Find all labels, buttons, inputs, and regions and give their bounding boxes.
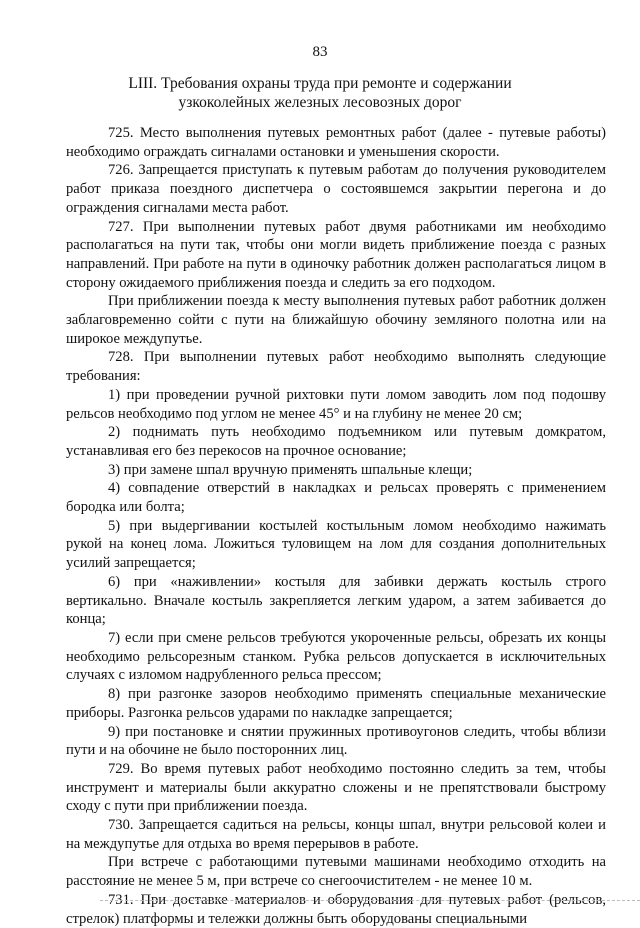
paragraph-731: 731. При доставке материалов и оборудования для путевых работ (рельсов, стрелок) платформы и тележки должны быть оборудованы специальными — [66, 891, 606, 927]
paragraph-726: 726. Запрещается приступать к путевым работам до получения руководителем работ приказа поездного диспетчера о состоявшемся закрытии перегона и до ограждения сигналами места работ. — [66, 162, 606, 216]
paragraph-727-cont: При приближении поезда к месту выполнения путевых работ работник должен заблаговременно сойти с пути на ближайшую обочину земляного полотна или на широкое междупутье. — [66, 293, 606, 347]
document-body — [66, 124, 606, 928]
page-number: 83 — [312, 44, 328, 60]
page-bottom-divider — [100, 900, 640, 901]
list-item-5: 5) при выдергивании костылей костыльным ломом необходимо нажимать рукой на конец лома. Ложиться туловищем на лом для создания дополнительных усилий запрещается; — [66, 517, 606, 572]
list-item-3: 3) при замене шпал вручную применять шпальные клещи; — [108, 461, 473, 478]
list-item-7: 7) если при смене рельсов требуются укороченные рельсы, обрезать их концы необходимо рельсорезным станком. Рубка рельсов допускается в исключительных случаях с изломом надрубленного рельса прессом; — [66, 629, 606, 684]
section-title — [60, 74, 580, 112]
list-item-8: 8) при разгонке зазоров необходимо применять специальные механические приборы. Разгонка рельсов ударами по накладке запрещается; — [66, 686, 606, 721]
paragraph-725: 725. Место выполнения путевых ремонтных работ (далее - путевые работы) необходимо ограждать сигналами остановки и уменьшения скорости. — [66, 125, 606, 160]
list-item-2: 2) поднимать путь необходимо подъемником или путевым домкратом, устанавливая его без перекосов на прочное основание; — [66, 424, 606, 459]
list-item-4: 4) совпадение отверстий в накладках и рельсах проверять с применением бородка или болта; — [66, 480, 606, 516]
section-title-line-1: LIII. Требования охраны труда при ремонте и содержании — [128, 75, 512, 92]
list-item-1: 1) при проведении ручной рихтовки пути ломом заводить лом под подошву рельсов необходимо под углом не менее 45° и на глубину не менее 20 см; — [66, 386, 606, 422]
paragraph-727: 727. При выполнении путевых работ двумя работниками им необходимо располагаться на пути так, чтобы они могли видеть приближение поезда с разных направлений. При работе на пути в одиночку работник должен располагаться лицом в сторону ожидаемого приближения поезда и следить за его подходом. — [66, 218, 606, 291]
paragraph-730-cont: При встрече с работающими путевыми машинами необходимо отходить на расстояние не менее 5 м, при встрече со снегоочистителем - не менее 10 м. — [66, 854, 606, 890]
paragraph-728: 728. При выполнении путевых работ необходимо выполнять следующие требования: — [66, 349, 606, 385]
paragraph-730: 730. Запрещается садиться на рельсы, концы шпал, внутри рельсовой колеи и на междупутье для отдыха во время перерывов в работе. — [66, 817, 606, 852]
list-item-6: 6) при «наживлении» костыля для забивки держать костыль строго вертикально. Вначале костыль закрепляется легким ударом, а затем забивается до конца; — [66, 573, 606, 628]
paragraph-729: 729. Во время путевых работ необходимо постоянно следить за тем, чтобы инструмент и материалы были аккуратно сложены и не препятствовали быстрому сходу с пути при приближении поезда. — [66, 760, 606, 815]
section-title-line-2: узкоколейных железных лесовозных дорог — [178, 94, 462, 111]
list-item-9: 9) при постановке и снятии пружинных противоугонов следить, чтобы вблизи пути и на обочине не было посторонних лиц. — [66, 723, 606, 759]
